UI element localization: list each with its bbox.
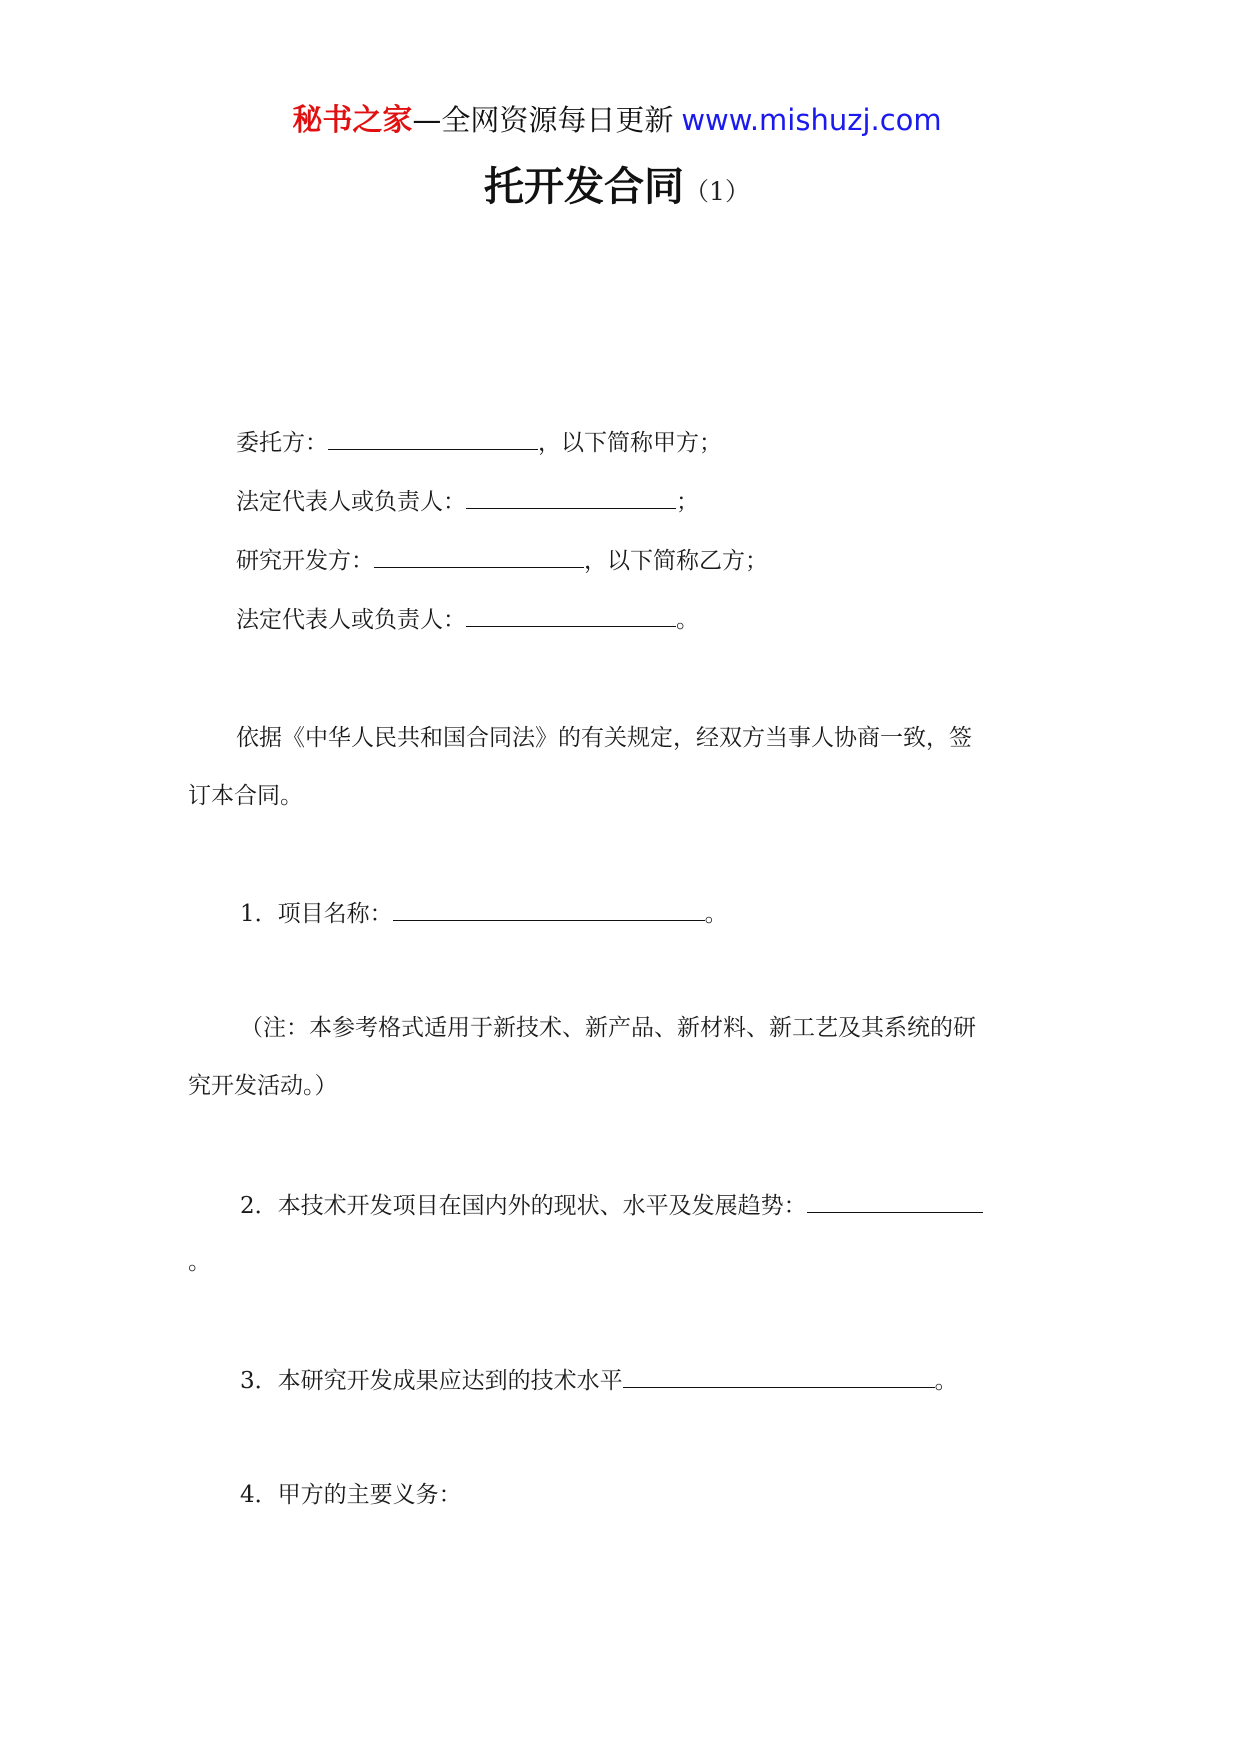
clause-3-suffix: 。 — [934, 1368, 958, 1394]
site-header — [0, 100, 1234, 141]
preamble-line-2: 订本合同。 — [188, 783, 303, 809]
developer-rep-line — [236, 602, 699, 636]
client-label: 委托方： — [236, 430, 328, 456]
developer-rep-blank-field[interactable] — [466, 602, 676, 627]
client-blank-field[interactable] — [328, 425, 538, 450]
tech-level-blank-field[interactable] — [623, 1363, 935, 1388]
header-tagline: —全网资源每日更新 — [412, 103, 674, 137]
clause-2-label: 2．本技术开发项目在国内外的现状、水平及发展趋势： — [240, 1193, 807, 1219]
client-rep-label: 法定代表人或负责人： — [236, 489, 466, 515]
note-line-2: 究开发活动。） — [188, 1073, 338, 1099]
title-main: 托开发合同 — [484, 164, 685, 210]
client-rep-line — [236, 484, 699, 518]
clause-3-label: 3．本研究开发成果应达到的技术水平 — [240, 1368, 623, 1394]
client-rep-suffix: ； — [676, 489, 699, 515]
developer-suffix: ，以下简称乙方； — [584, 548, 768, 574]
clause-1-line — [240, 896, 728, 930]
developer-line — [236, 543, 768, 577]
site-url-link[interactable]: www.mishuzj.com — [681, 103, 942, 137]
preamble-line-1: 依据《中华人民共和国合同法》的有关规定，经双方当事人协商一致，签 — [236, 725, 972, 751]
clause-4-line: 4．甲方的主要义务： — [240, 1482, 462, 1508]
client-rep-blank-field[interactable] — [466, 484, 676, 509]
client-line — [236, 425, 722, 459]
developer-blank-field[interactable] — [374, 543, 584, 568]
clause-3-line — [240, 1363, 958, 1397]
document-title — [0, 155, 1234, 212]
clause-2-line — [240, 1188, 983, 1222]
developer-rep-suffix: 。 — [676, 607, 699, 633]
developer-rep-label: 法定代表人或负责人： — [236, 607, 466, 633]
clause-2-suffix: 。 — [188, 1249, 211, 1275]
brand-name: 秘书之家 — [292, 103, 413, 138]
clause-1-label: 1．项目名称： — [240, 901, 393, 927]
developer-label: 研究开发方： — [236, 548, 374, 574]
title-number: （1） — [684, 177, 750, 206]
project-name-blank-field[interactable] — [393, 896, 705, 921]
note-line-1: （注：本参考格式适用于新技术、新产品、新材料、新工艺及其系统的研 — [240, 1015, 976, 1041]
status-blank-field[interactable] — [807, 1188, 983, 1213]
clause-1-suffix: 。 — [704, 901, 728, 927]
client-suffix: ，以下简称甲方； — [538, 430, 722, 456]
